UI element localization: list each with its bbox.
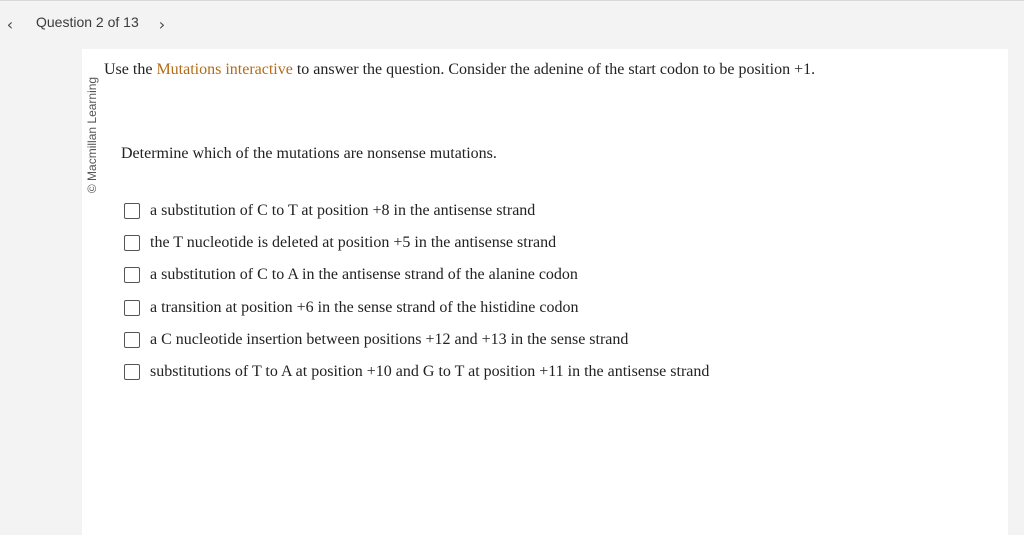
answer-option-label: substitutions of T to A at position +10 and G to T at position +11 in the antisense strand [150,363,710,380]
prompt-text-before: Use the [104,61,157,78]
question-text: Determine which of the mutations are nonsense mutations. [121,145,497,162]
checkbox[interactable] [124,235,140,251]
checkbox[interactable] [124,300,140,316]
question-prompt [104,61,815,79]
answer-option-label: a C nucleotide insertion between positions +12 and +13 in the sense strand [150,331,629,348]
answer-option-3[interactable] [124,264,824,286]
prompt-text-after: to answer the question. Consider the adenine of the start codon to be position +1. [292,61,816,78]
question-counter: Question 2 of 13 [36,14,139,30]
answer-option-label: a substitution of C to T at position +8 in the antisense strand [150,202,536,219]
answer-option-label: a transition at position +6 in the sense strand of the histidine codon [150,299,579,316]
next-question-icon[interactable]: › [158,14,166,34]
copyright-text: © Macmillan Learning [85,76,99,194]
answer-option-label: the T nucleotide is deleted at position +5 in the antisense strand [150,234,557,251]
previous-question-icon[interactable]: ‹ [6,14,14,34]
checkbox[interactable] [124,267,140,283]
copyright-notice [82,60,102,210]
checkbox[interactable] [124,364,140,380]
checkbox[interactable] [124,332,140,348]
answer-option-5[interactable] [124,329,824,351]
checkbox[interactable] [124,203,140,219]
answer-option-2[interactable] [124,232,824,254]
answer-option-4[interactable] [124,297,824,319]
question-panel [82,49,1008,535]
answer-option-6[interactable] [124,361,824,383]
mutations-interactive-link[interactable]: Mutations interactive [156,61,293,78]
question-nav [0,0,1024,48]
answer-option-label: a substitution of C to A in the antisense strand of the alanine codon [150,266,578,283]
answer-option-1[interactable] [124,200,824,222]
